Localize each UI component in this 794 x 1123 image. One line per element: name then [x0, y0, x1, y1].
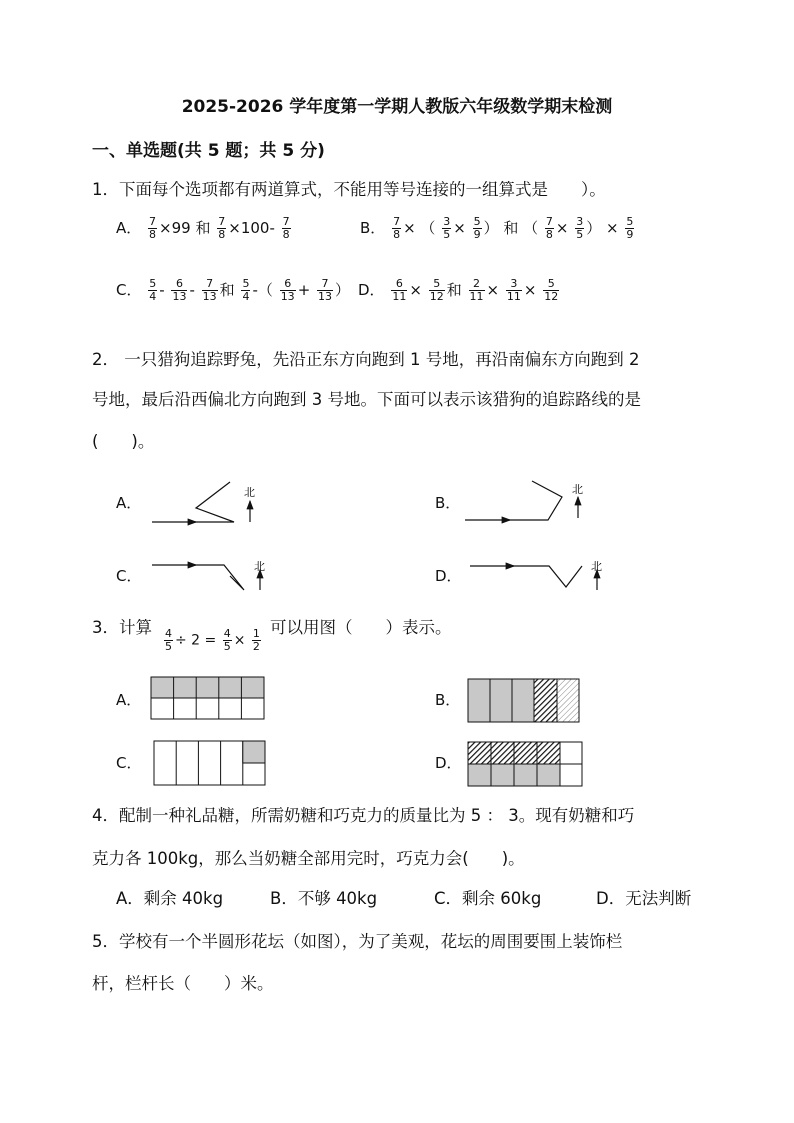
fraction: $\frac{6}{13}$ [172, 277, 187, 303]
fraction: $\frac{6}{13}$ [280, 277, 295, 303]
q3-suffix: 可以用图（ ）表示。 [270, 618, 452, 637]
q2-label-d[interactable]: D． [435, 567, 462, 585]
fraction: $\frac{7}{8}$ [218, 215, 226, 241]
expr-text: 和 [446, 281, 462, 299]
q4-line-1: 4．配制一种礼品糖，所需奶糖和巧克力的质量比为 5 ： 3。现有奶糖和巧 [92, 806, 635, 825]
q3-diagram-c [154, 741, 265, 785]
q2-label-c[interactable]: C． [116, 567, 142, 585]
q1-a-label: A． [116, 219, 142, 237]
q3-label-b[interactable]: B． [435, 691, 461, 709]
q4-option-c[interactable]: C．剩余 60kg [434, 889, 542, 908]
q3-diagram-d [468, 742, 582, 786]
q3-label-d[interactable]: D． [435, 754, 462, 772]
fraction: $\frac{7}{8}$ [149, 215, 157, 241]
fraction: $\frac{7}{8}$ [282, 215, 290, 241]
fraction: $\frac{5}{9}$ [473, 215, 481, 241]
expr-text: - [252, 281, 258, 299]
fraction: $\frac{7}{13}$ [318, 277, 333, 303]
q3-label-a[interactable]: A． [116, 691, 142, 709]
fraction: $\frac{7}{8}$ [545, 215, 553, 241]
q4-option-b[interactable]: B．不够 40kg [270, 889, 378, 908]
fraction: $\frac{7}{13}$ [202, 277, 217, 303]
expr-text: × [555, 219, 569, 237]
fraction: $\frac{1}{2}$ [252, 627, 260, 653]
expr-text: ） 和 （ [483, 219, 539, 237]
q4-option-a[interactable]: A．剩余 40kg [116, 889, 224, 908]
expr-text: × [523, 281, 537, 299]
north-label: 北 [244, 486, 255, 499]
expr-text: - [159, 281, 165, 299]
expr-text: × [409, 281, 422, 299]
fraction: $\frac{5}{12}$ [429, 277, 444, 303]
fraction: $\frac{7}{8}$ [393, 215, 401, 241]
expr-text: - [189, 281, 195, 299]
fraction: $\frac{4}{5}$ [165, 627, 172, 653]
q3-diagram-b [468, 679, 579, 722]
q1-d-label: D． [358, 281, 385, 299]
expr-text: × [453, 219, 466, 237]
q5-line-2: 杆，栏杆长（ ）米。 [92, 974, 274, 993]
expr-text: × [486, 281, 500, 299]
fraction: $\frac{5}{4}$ [149, 277, 157, 303]
q4-line-2: 克力各 100kg，那么当奶糖全部用完时，巧克力会( )。 [92, 849, 525, 868]
fraction: $\frac{2}{11}$ [469, 277, 484, 303]
q4-option-d[interactable]: D．无法判断 [596, 889, 692, 908]
expr-text: （ [257, 281, 273, 299]
expr-text: 和 [219, 281, 235, 299]
expr-text: ） [335, 281, 351, 299]
q1-b-label: B． [360, 219, 386, 237]
expr-text: ÷ 2 = [175, 632, 217, 649]
page-title: 2025-2026 学年度第一学期人教版六年级数学期末检测 [181, 97, 613, 117]
q1-stem: 1．下面每个选项都有两道算式，不能用等号连接的一组算式是 ）。 [92, 180, 606, 199]
expr-text: × [233, 632, 246, 649]
fraction: $\frac{4}{5}$ [223, 627, 231, 653]
q2-line-3: ( )。 [92, 432, 155, 451]
q5-line-1: 5．学校有一个半圆形花坛（如图），为了美观，花坛的周围要围上装饰栏 [92, 932, 623, 951]
fraction: $\frac{3}{5}$ [576, 215, 584, 241]
fraction: $\frac{3}{5}$ [443, 215, 451, 241]
north-label: 北 [572, 483, 583, 496]
fraction: $\frac{5}{4}$ [242, 277, 250, 303]
q1-c-label: C． [116, 281, 142, 299]
fraction: $\frac{6}{11}$ [392, 277, 407, 303]
fraction: $\frac{3}{11}$ [506, 277, 521, 303]
section-heading: 一、单选题(共 5 题；共 5 分) [92, 141, 325, 161]
expr-text: ×99 和 [159, 219, 211, 237]
q2-line-1: 2． 一只猎狗追踪野兔，先沿正东方向跑到 1 号地，再沿南偏东方向跑到 2 [92, 350, 640, 369]
north-label: 北 [254, 560, 265, 573]
q3-prefix: 3．计算 [92, 618, 152, 637]
expr-text: ） × [586, 219, 619, 237]
north-label: 北 [591, 560, 602, 573]
fraction: $\frac{5}{9}$ [626, 215, 634, 241]
expr-text: ×100- [228, 219, 275, 237]
expr-text: × （ [403, 219, 436, 237]
q3-diagram-a [151, 677, 264, 719]
q2-line-2: 号地，最后沿西偏北方向跑到 3 号地。下面可以表示该猎狗的追踪路线的是 [92, 390, 641, 409]
q3-label-c[interactable]: C． [116, 754, 142, 772]
q2-label-a[interactable]: A． [116, 494, 142, 512]
expr-text: + [297, 281, 311, 299]
fraction: $\frac{5}{12}$ [544, 277, 559, 303]
q2-label-b[interactable]: B． [435, 494, 461, 512]
